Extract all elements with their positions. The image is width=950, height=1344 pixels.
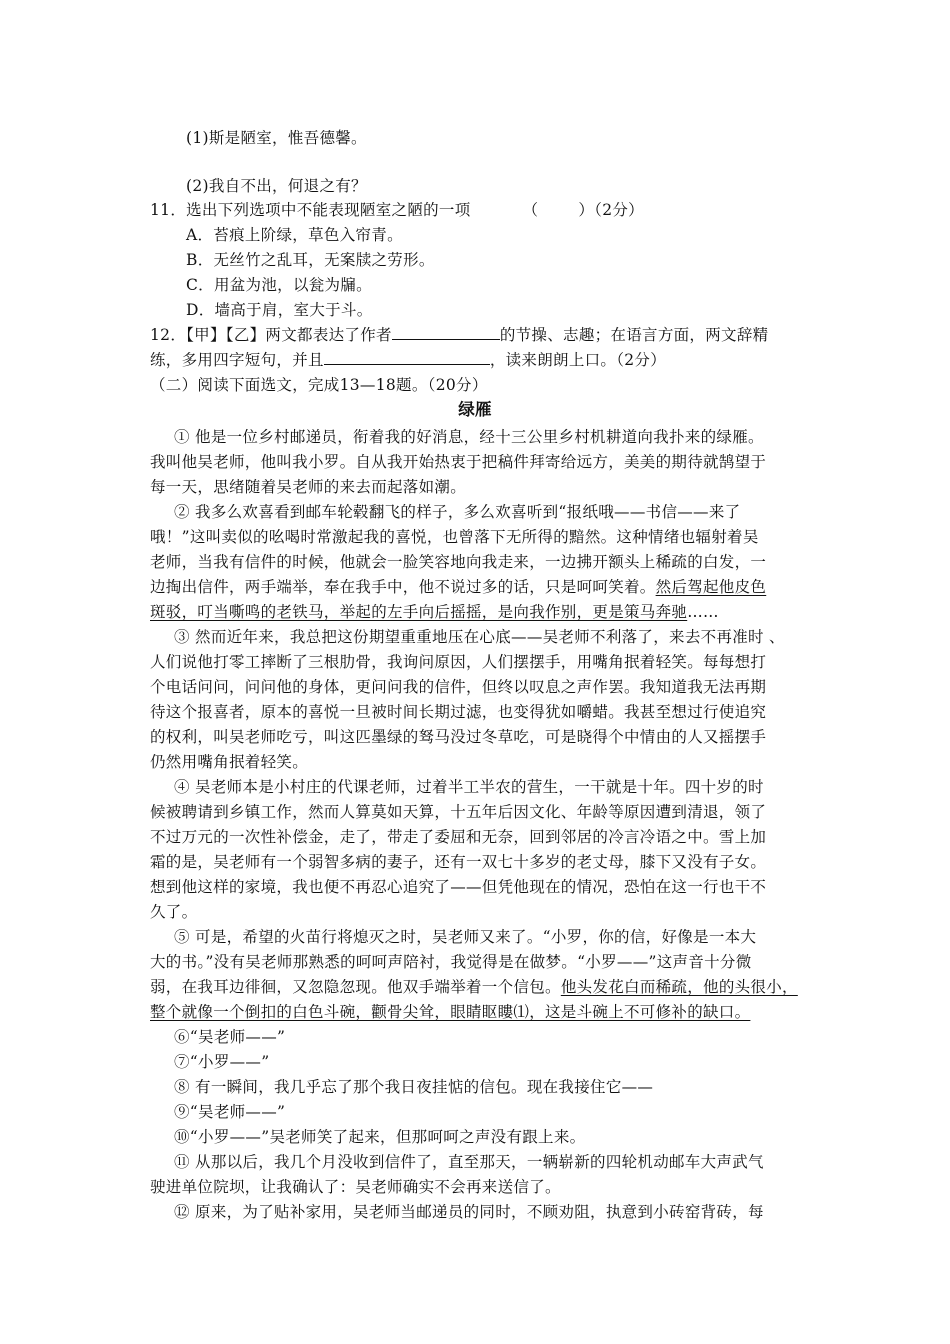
p4-line-1: ④ 吴老师本是小村庄的代课老师，过着半工半农的营生，一干就是十年。四十岁的时 bbox=[174, 778, 764, 796]
q10-item-1: (1)斯是陋室，惟吾德馨。 bbox=[186, 129, 367, 147]
p1-line-1: ① 他是一位乡村邮递员，衔着我的好消息，经十三公里乡村机耕道向我扑来的绿雁。 bbox=[174, 428, 764, 446]
p6-line: ⑥“吴老师——” bbox=[174, 1028, 286, 1046]
p2-ellipsis: …… bbox=[687, 603, 719, 621]
p4-line-2: 候被聘请到乡镇工作，然而人算莫如天算，十五年后因文化、年龄等原因遭到清退，领了 bbox=[150, 803, 767, 821]
p5-underlined-end: 整个就像一个倒扣的白色斗碗，颧骨尖耸，眼睛眍瞜⑴，这是斗碗上不可修补的缺口。 bbox=[150, 1003, 751, 1021]
q12-blank-1[interactable] bbox=[392, 323, 500, 340]
q12-part-4: ，读来朗朗上口。（2分） bbox=[489, 351, 667, 369]
p2-line-5 bbox=[150, 600, 719, 624]
p3-line-5: 的权利，叫吴老师吃亏，叫这匹墨绿的驽马没过冬草吃，可是晓得个中情由的人又摇摆手 bbox=[150, 728, 767, 746]
p2-line-2: 哦！”这叫卖似的吆喝时常激起我的喜悦，也曾落下无所得的黯然。这种情绪也辐射着吴 bbox=[150, 528, 759, 546]
p11-line-1: ⑪ 从那以后，我几个月没收到信件了，直至那天，一辆崭新的四轮机动邮车大声武气 bbox=[174, 1153, 764, 1171]
q12-blank-2[interactable] bbox=[324, 348, 490, 365]
q11-option-a: A．苔痕上阶绿，草色入帘青。 bbox=[186, 226, 403, 244]
p1-line-2: 我叫他吴老师，他叫我小罗。自从我开始热衷于把稿件拜寄给远方，美美的期待就鹄望于 bbox=[150, 453, 767, 471]
q12-line-2 bbox=[150, 348, 666, 372]
p5-line-1: ⑤ 可是，希望的火苗行将熄灭之时，吴老师又来了。“小罗，你的信，好像是一本大 bbox=[174, 928, 757, 946]
q10-item-2: (2)我自不出，何退之有？ bbox=[186, 177, 367, 195]
p3-line-1: ③ 然而近年来，我总把这份期望重重地压在心底——吴老师不利落了，来去不再准时 、 bbox=[174, 628, 785, 646]
q12-part-2: 的节操、志趣；在语言方面，两文辞精 bbox=[499, 326, 769, 344]
p12-line-1: ⑫ 原来，为了贴补家用，吴老师当邮递员的同时，不顾劝阻，执意到小砖窑背砖，每 bbox=[174, 1203, 764, 1221]
section-instruction: （二）阅读下面选文，完成13—18题。（20分） bbox=[150, 376, 488, 394]
q12-part-3: 练，多用四字短句，并且 bbox=[150, 351, 324, 369]
p5-line-3 bbox=[150, 975, 798, 999]
p8-line: ⑧ 有一瞬间，我几乎忘了那个我日夜挂惦的信包。现在我接住它—— bbox=[174, 1078, 654, 1096]
p4-line-3: 不过万元的一次性补偿金，走了，带走了委屈和无奈，回到邻居的冷言冷语之中。雪上加 bbox=[150, 828, 767, 846]
p2-line-1: ② 我多么欢喜看到邮车轮毂翻飞的样子，多么欢喜听到“报纸哦——书信——来了 bbox=[174, 503, 741, 521]
p2-underlined-start: 然后驾起他皮色 bbox=[655, 578, 767, 596]
p5-line-4 bbox=[150, 1000, 750, 1024]
q11-paren-right: ）（2分） bbox=[578, 201, 644, 219]
q11-option-d: D．墙高于肩，室大于斗。 bbox=[186, 301, 373, 319]
p10-line: ⑩“小罗——”吴老师笑了起来，但那呵呵之声没有跟上来。 bbox=[174, 1128, 586, 1146]
p2-underlined-end: 斑驳，叮当嘶鸣的老铁马，举起的左手向后摇摇，是向我作别，更是策马奔驰 bbox=[150, 603, 688, 621]
p3-line-6: 仍然用嘴角抿着轻笑。 bbox=[150, 753, 309, 771]
p7-line: ⑦“小罗——” bbox=[174, 1053, 270, 1071]
p3-line-2: 人们说他打零工摔断了三根肋骨，我询问原因，人们摆摆手，用嘴角抿着轻笑。每每想打 bbox=[150, 653, 767, 671]
p4-line-6: 久了。 bbox=[150, 903, 198, 921]
p2-line-4 bbox=[150, 575, 766, 599]
p1-line-3: 每一天，思绪随着吴老师的来去而起落如潮。 bbox=[150, 478, 467, 496]
q12-part-1: 12．【甲】【乙】两文都表达了作者 bbox=[150, 326, 392, 344]
p2-line-3: 老师，当我有信件的时候，他就会一脸笑容地向我走来，一边拂开额头上稀疏的白发，一 bbox=[150, 553, 767, 571]
q11-option-b: B．无丝竹之乱耳，无案牍之劳形。 bbox=[186, 251, 435, 269]
p5-underlined-start: 他头发花白而稀疏，他的头很小， bbox=[560, 978, 798, 996]
p5-line-3-text: 弱，在我耳边徘徊，又忽隐忽现。他双手端举着一个信包。 bbox=[150, 978, 561, 996]
p3-line-3: 个电话问问，问问他的身体，更问问我的信件，但终以叹息之声作罢。我知道我无法再期 bbox=[150, 678, 767, 696]
q11-option-c: C．用盆为池，以瓮为牖。 bbox=[186, 276, 372, 294]
q11-paren-left: （ bbox=[522, 201, 539, 219]
p5-line-2: 大的书。”没有吴老师那熟悉的呵呵声陪衬，我觉得是在做梦。“小罗——”这声音十分微 bbox=[150, 953, 752, 971]
q12-line-1 bbox=[150, 323, 768, 347]
p3-line-4: 待这个报喜者，原本的喜悦一旦被时间长期过滤，也变得犹如嚼蜡。我甚至想过行使追究 bbox=[150, 703, 767, 721]
q11-stem bbox=[150, 198, 644, 222]
p4-line-5: 想到他这样的家境，我也便不再忍心追究了——但凭他现在的情况，恐怕在这一行也干不 bbox=[150, 878, 767, 896]
passage-title: 绿雁 bbox=[458, 400, 492, 419]
p9-line: ⑨“吴老师——” bbox=[174, 1103, 286, 1121]
p4-line-4: 霜的是，吴老师有一个弱智多病的妻子，还有一双七十多岁的老丈母，膝下又没有子女。 bbox=[150, 853, 767, 871]
p11-line-2: 驶进单位院坝，让我确认了：吴老师确实不会再来送信了。 bbox=[150, 1178, 561, 1196]
p2-line-4-text: 边掏出信件，两手端举，奉在我手中，他不说过多的话，只是呵呵笑着。 bbox=[150, 578, 656, 596]
q11-stem-text: 11．选出下列选项中不能表现陋室之陋的一项 bbox=[150, 201, 471, 219]
